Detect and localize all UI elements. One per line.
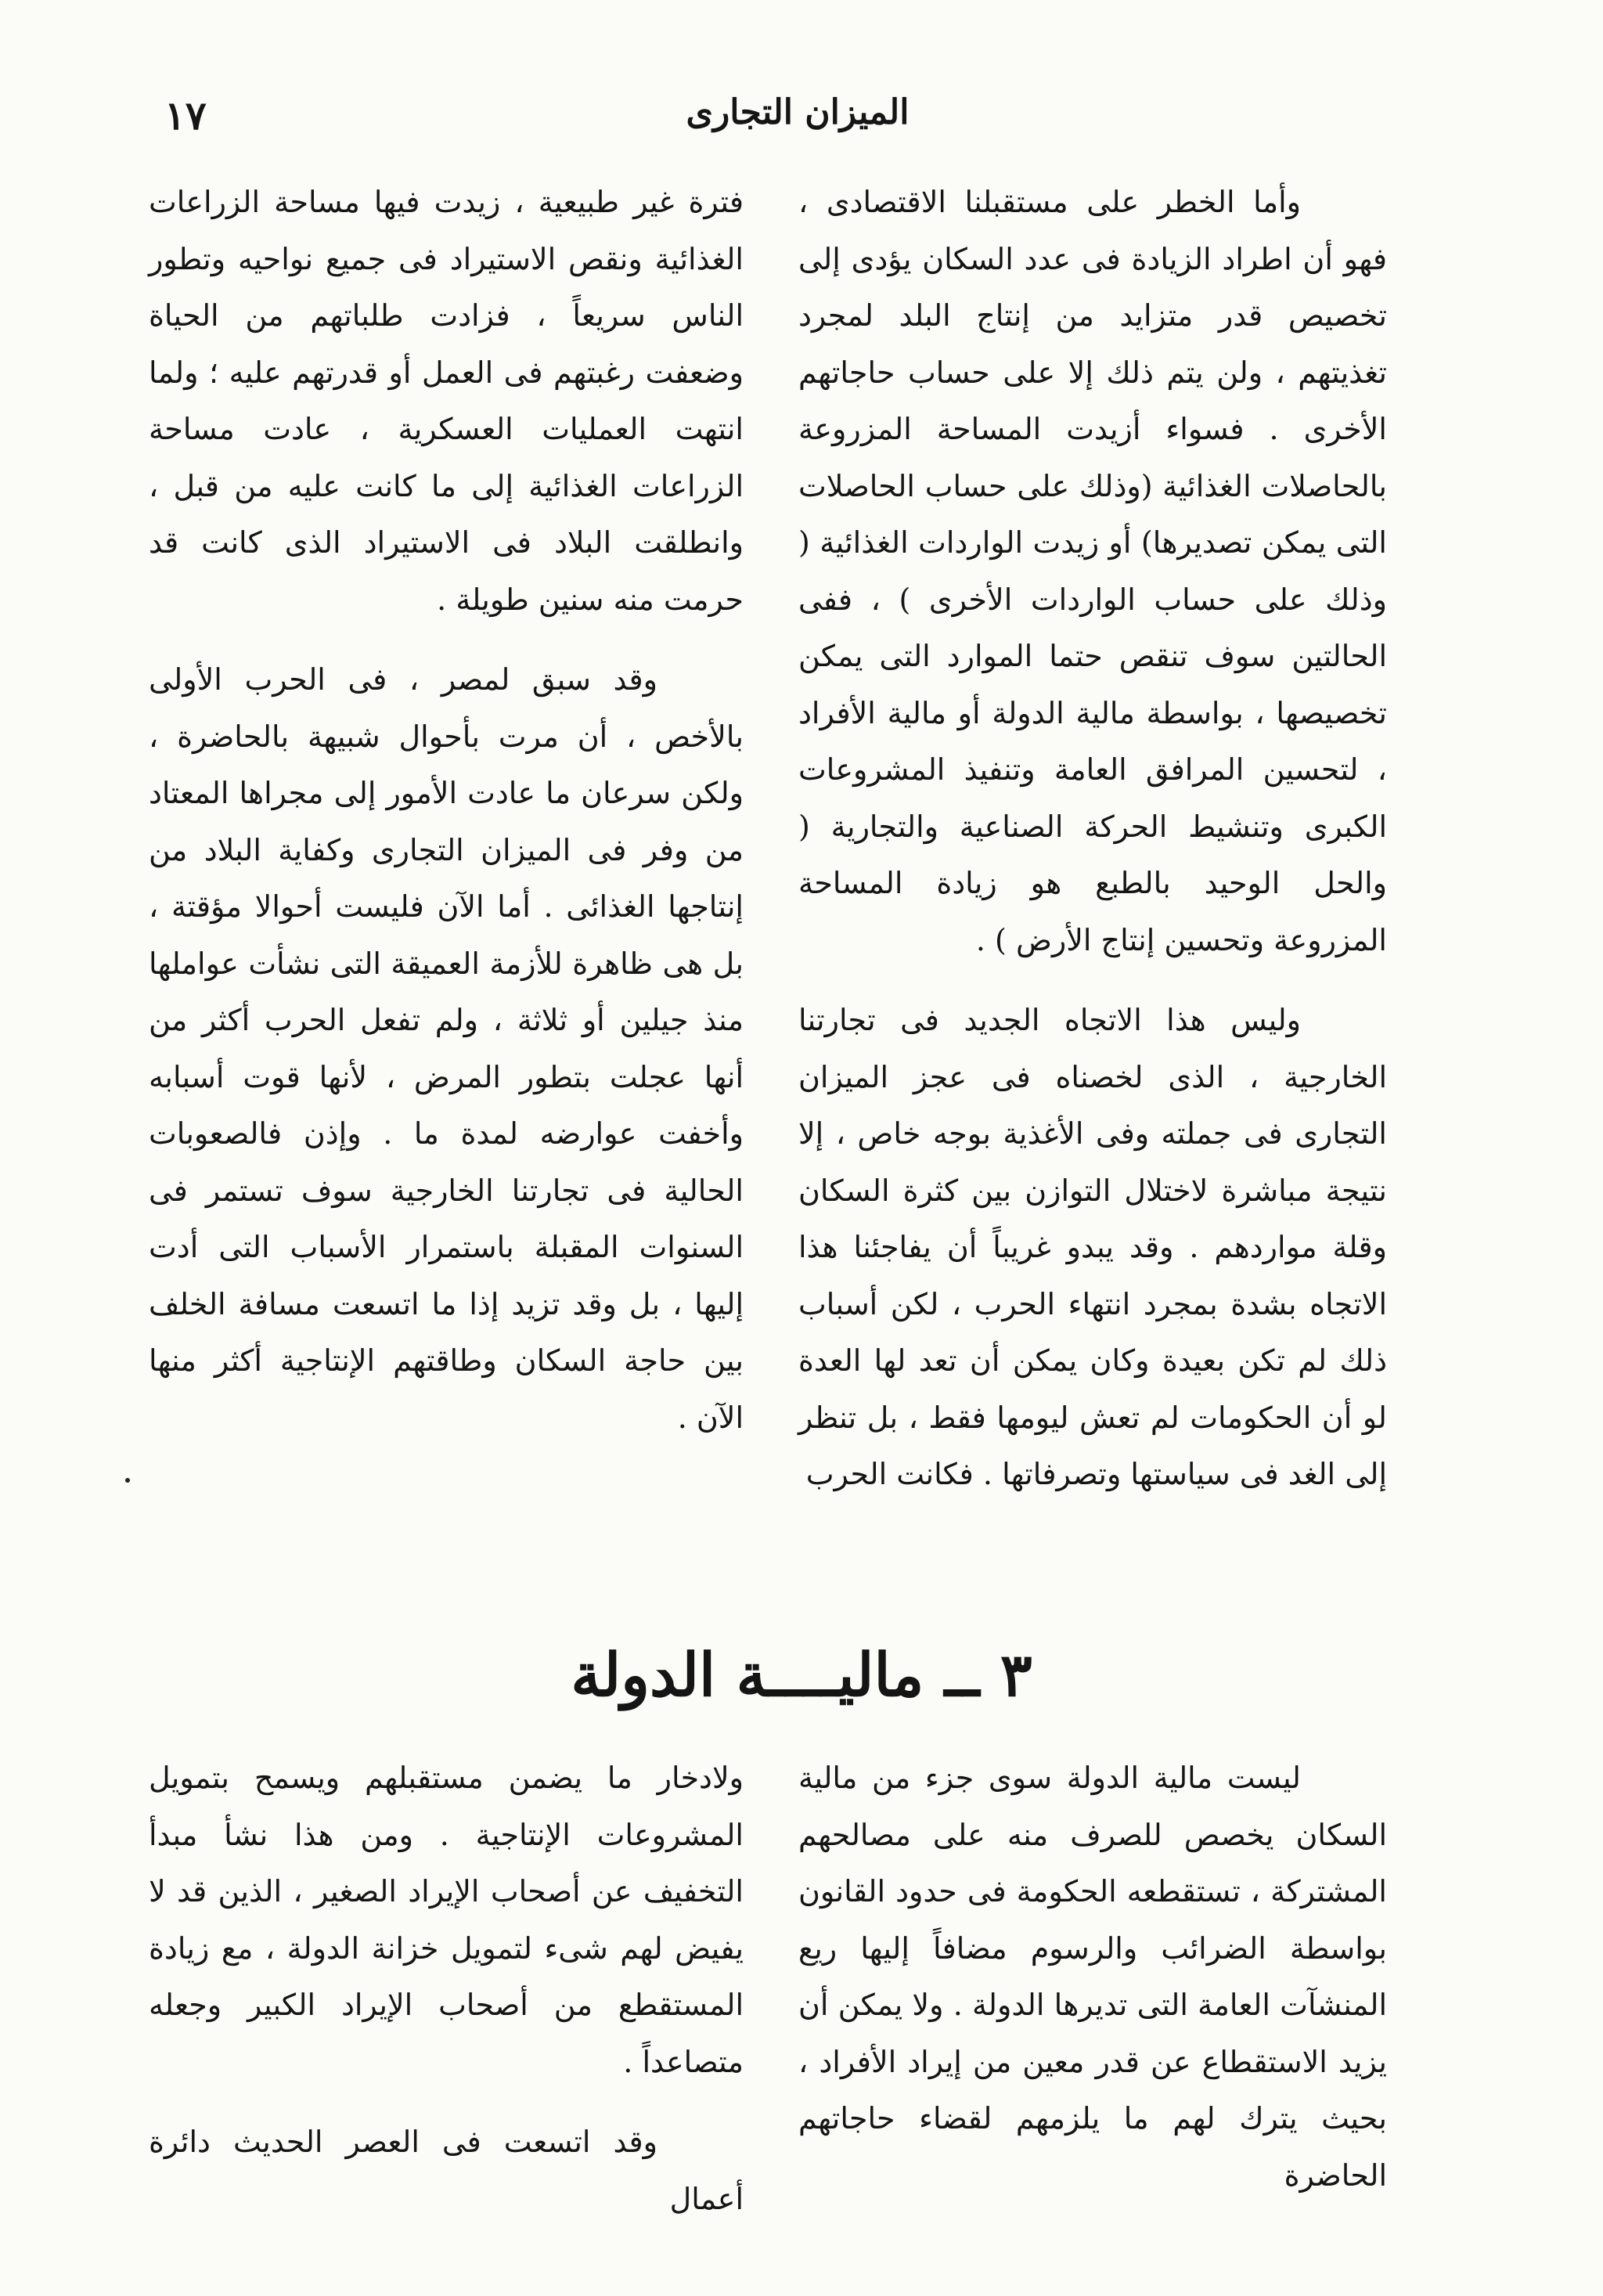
paragraph: وقد اتسعت فى العصر الحديث دائرة أعمال (149, 2125, 744, 2216)
paragraph: ليست مالية الدولة سوى جزء من مالية السكان يخصص للصرف منه على مصالحهم المشتركة ، تستقطعه الحكومة فى حدود القانون بواسطة الضرائب والرسوم مضافاً إليها ريع المنشآت العامة التى تديرها الدولة . ولا يمكن أن يزيد الاستقطاع عن قدر معين من إيراد الأفراد ، بحيث يترك لهم ما يلزمهم لقضاء حاجاتهم الحاضرة (798, 1761, 1387, 2193)
bottom-right-column (798, 1750, 1387, 2204)
top-left-column (149, 174, 744, 1446)
running-head (164, 92, 1431, 155)
paragraph: فترة غير طبيعية ، زيدت فيها مساحة الزراعات الغذائية ونقص الاستيراد فى جميع نواحيه وتطور الناس سريعاً ، فزادت طلباتهم من الحياة وضعفت رغبتهم فى العمل أو قدرتهم عليه ؛ ولما انتهت العمليات العسكرية ، عادت مساحة الزراعات الغذائية إلى ما كانت عليه من قبل ، وانطلقت البلاد فى الاستيراد الذى كانت قد حرمت منه سنين طويلة . (149, 185, 744, 617)
running-title: الميزان التجارى (686, 92, 910, 132)
paragraph: وأما الخطر على مستقبلنا الاقتصادى ، فهو أن اطراد الزيادة فى عدد السكان يؤدى إلى تخصيص قدر متزايد من إنتاج البلد لمجرد تغذيتهم ، ولن يتم ذلك إلا على حساب حاجاتهم الأخرى . فسواء أزيدت المساحة المزروعة بالحاصلات الغذائية (وذلك على حساب الحاصلات التى يمكن تصديرها) أو زيدت الواردات الغذائية ( وذلك على حساب الواردات الأخرى ) ، ففى الحالتين سوف تنقص حتما الموارد التى يمكن تخصيصها ، بواسطة مالية الدولة أو مالية الأفراد ، لتحسين المرافق العامة وتنفيذ المشروعات الكبرى وتنشيط الحركة الصناعية والتجارية ( والحل الوحيد بالطبع هو زيادة المساحة المزروعة وتحسين إنتاج الأرض ) . (798, 185, 1387, 957)
paragraph: ولادخار ما يضمن مستقبلهم ويسمح بتمويل المشروعات الإنتاجية . ومن هذا نشأ مبدأ التخفيف عن أصحاب الإيراد الصغير ، الذين قد لا يفيض لهم شىء لتمويل خزانة الدولة ، مع زيادة المستقطع من أصحاب الإيراد الكبير وجعله متصاعداً . (149, 1761, 744, 2079)
stray-dot-mark (125, 1478, 130, 1483)
paragraph: وليس هذا الاتجاه الجديد فى تجارتنا الخارجية ، الذى لخصناه فى عجز الميزان التجارى فى جملته وفى الأغذية بوجه خاص ، إلا نتيجة مباشرة لاختلال التوازن بين كثرة السكان وقلة مواردهم . وقد يبدو غريباً أن يفاجئنا هذا الاتجاه بشدة بمجرد انتهاء الحرب ، لكن أسباب ذلك لم تكن بعيدة وكان يمكن أن تعد لها العدة لو أن الحكومات لم تعش ليومها فقط ، بل تنظر إلى الغد فى سياستها وتصرفاتها . فكانت الحرب (798, 1003, 1387, 1491)
top-right-column (798, 174, 1387, 1503)
paragraph: وقد سبق لمصر ، فى الحرب الأولى بالأخص ، أن مرت بأحوال شبيهة بالحاضرة ، ولكن سرعان ما عادت الأمور إلى مجراها المعتاد من وفر فى الميزان التجارى وكفاية البلاد من إنتاجها الغذائى . أما الآن فليست أحوالا مؤقتة ، بل هى ظاهرة للأزمة العميقة التى نشأت عواملها منذ جيلين أو ثلاثة ، ولم تفعل الحرب أكثر من أنها عجلت بتطور المرض ، لأنها قوت أسبابه وأخفت عوارضه لمدة ما . وإذن فالصعوبات الحالية فى تجارتنا الخارجية سوف تستمر فى السنوات المقبلة باستمرار الأسباب التى أدت إليها ، بل وقد تزيد إذا ما اتسعت مسافة الخلف بين حاجة السكان وطاقتهم الإنتاجية أكثر منها الآن . (149, 662, 744, 1435)
page-number: ١٧ (164, 92, 207, 139)
section-heading: ٣ ــ ماليــــة الدولة (571, 1640, 1032, 1710)
bottom-left-column (149, 1750, 744, 2227)
